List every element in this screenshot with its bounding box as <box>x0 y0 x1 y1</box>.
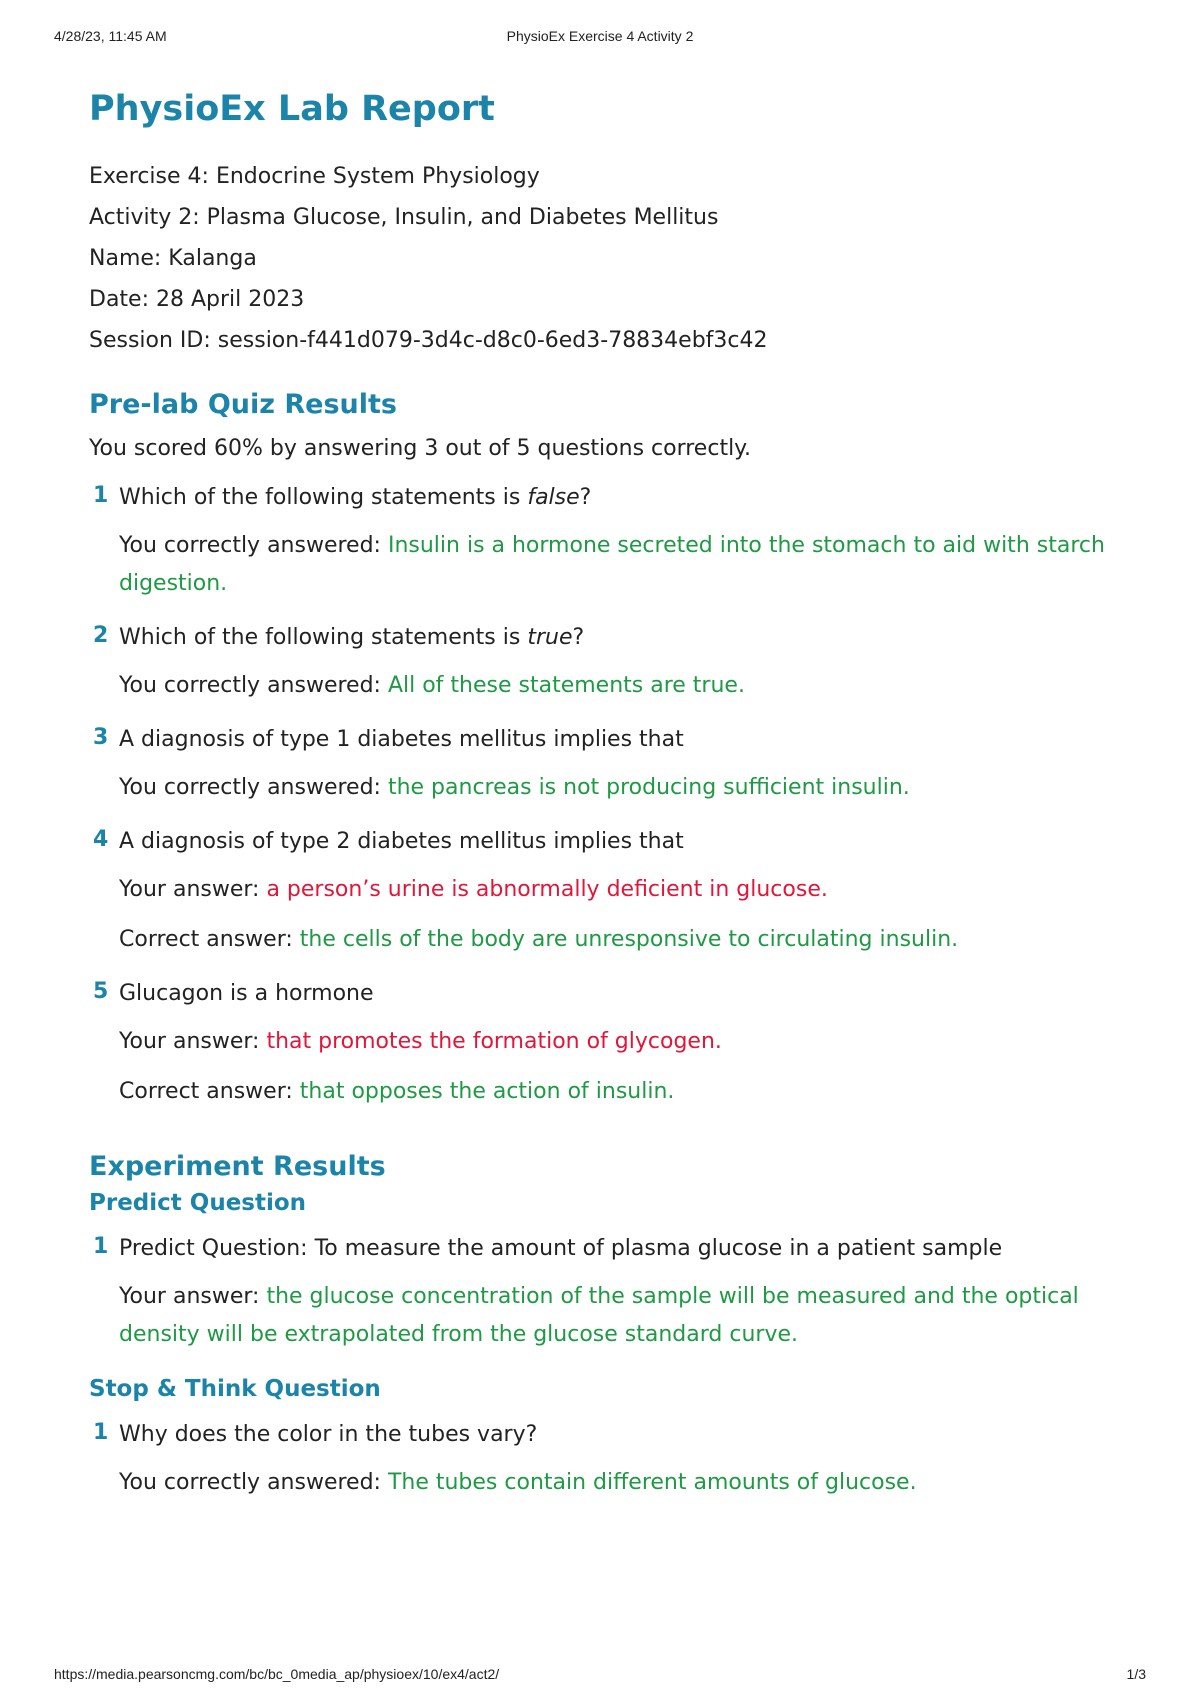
answer-label: You correctly answered: <box>119 533 388 558</box>
answer-label: You correctly answered: <box>119 673 388 698</box>
question-text: Predict Question: To measure the amount of plasma glucose in a patient sample <box>119 1236 1003 1261</box>
question-text: Which of the following statements is false? <box>119 485 592 510</box>
question-number: 1 <box>93 1234 109 1259</box>
prelab-score: You scored 60% by answering 3 out of 5 questions correctly. <box>89 436 752 461</box>
print-url: https://media.pearsoncmg.com/bc/bc_0media_ap/physioex/10/ex4/act2/ <box>54 1666 500 1682</box>
print-header <box>54 28 1146 48</box>
answer-value: All of these statements are true. <box>387 673 745 698</box>
answer-value: that opposes the action of insulin. <box>299 1079 675 1104</box>
stop-think-question-1 <box>89 1420 1139 1502</box>
prelab-question-5 <box>89 979 1139 1111</box>
answer-label: You correctly answered: <box>119 775 388 800</box>
predict-heading: Predict Question <box>89 1190 307 1216</box>
experiment-heading: Experiment Results <box>89 1151 386 1182</box>
print-doc-title: PhysioEx Exercise 4 Activity 2 <box>506 28 694 44</box>
activity-line: Activity 2: Plasma Glucose, Insulin, and Diabetes Mellitus <box>89 205 719 230</box>
question-text: A diagnosis of type 2 diabetes mellitus implies that <box>119 829 684 854</box>
question-text: A diagnosis of type 1 diabetes mellitus implies that <box>119 727 684 752</box>
print-datetime: 4/28/23, 11:45 AM <box>54 28 167 44</box>
correct-answer-line <box>119 1464 1139 1502</box>
answer-value: the pancreas is not producing sufficient insulin. <box>387 775 910 800</box>
question-number: 1 <box>93 483 109 508</box>
question-number: 1 <box>93 1420 109 1445</box>
your-answer-line <box>119 871 1139 909</box>
wrong-answer-value: that promotes the formation of glycogen. <box>266 1029 722 1054</box>
your-answer-line <box>119 1023 1139 1061</box>
your-answer-line <box>119 1278 1139 1354</box>
answer-label: Your answer: <box>119 1284 267 1309</box>
question-number: 5 <box>93 979 109 1004</box>
answer-label: Correct answer: <box>119 1079 300 1104</box>
exercise-line: Exercise 4: Endocrine System Physiology <box>89 164 540 189</box>
question-text: Which of the following statements is true? <box>119 625 585 650</box>
question-number: 3 <box>93 725 109 750</box>
prelab-question-1 <box>89 483 1139 603</box>
session-line: Session ID: session-f441d079-3d4c-d8c0-6ed3-78834ebf3c42 <box>89 328 768 353</box>
question-text: Why does the color in the tubes vary? <box>119 1422 538 1447</box>
date-line: Date: 28 April 2023 <box>89 287 305 312</box>
answer-label: Your answer: <box>119 877 267 902</box>
report-title: PhysioEx Lab Report <box>89 89 495 129</box>
print-page-number: 1/3 <box>1126 1666 1146 1682</box>
answer-value: the glucose concentration of the sample will be measured and the optical density will be extrapolated from the glucose standard curve. <box>119 1284 1079 1347</box>
question-number: 4 <box>93 827 109 852</box>
print-footer <box>54 1666 1146 1686</box>
answer-value: Insulin is a hormone secreted into the stomach to aid with starch digestion. <box>119 533 1105 596</box>
prelab-question-4 <box>89 827 1139 959</box>
correct-answer-line <box>119 769 1139 807</box>
prelab-heading: Pre-lab Quiz Results <box>89 389 397 420</box>
lab-report <box>89 86 1139 1502</box>
answer-value: The tubes contain different amounts of glucose. <box>387 1470 917 1495</box>
correct-answer-line <box>119 667 1139 705</box>
prelab-question-2 <box>89 623 1139 705</box>
prelab-question-3 <box>89 725 1139 807</box>
answer-label: Correct answer: <box>119 927 300 952</box>
answer-value: the cells of the body are unresponsive to circulating insulin. <box>299 927 959 952</box>
answer-label: You correctly answered: <box>119 1470 388 1495</box>
correct-answer-line <box>119 527 1139 603</box>
wrong-answer-value: a person’s urine is abnormally deficient in glucose. <box>266 877 828 902</box>
question-text: Glucagon is a hormone <box>119 981 374 1006</box>
question-number: 2 <box>93 623 109 648</box>
name-line: Name: Kalanga <box>89 246 257 271</box>
stop-think-heading: Stop & Think Question <box>89 1376 381 1402</box>
correct-answer-line <box>119 1073 1139 1111</box>
correct-answer-line <box>119 921 1139 959</box>
predict-question-1 <box>89 1234 1139 1354</box>
answer-label: Your answer: <box>119 1029 267 1054</box>
